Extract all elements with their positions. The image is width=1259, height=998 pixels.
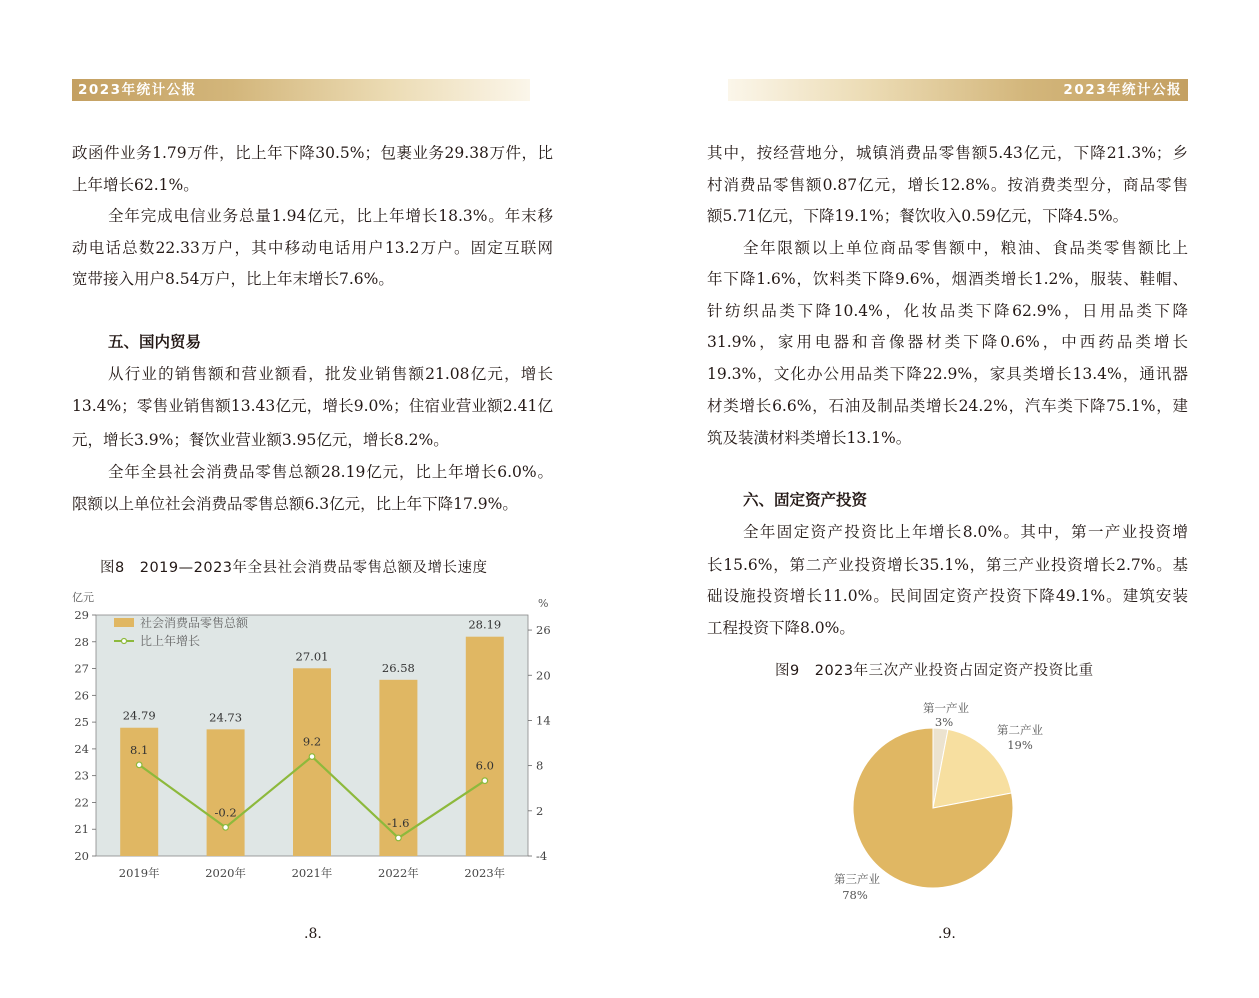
left-axis-tick-label: 28	[74, 634, 89, 649]
paragraph-line: 动电话总数22.33万户，其中移动电话用户13.2万户。固定互联网	[72, 239, 553, 257]
paragraph-line: 其中，按经营地分，城镇消费品零售额5.43亿元，下降21.3%；乡	[707, 144, 1188, 162]
right-axis-tick-label: 2	[536, 803, 544, 818]
figure-8-title: 图8 2019—2023年全县社会消费品零售总额及增长速度	[100, 560, 488, 576]
section-heading: 五、国内贸易	[108, 333, 202, 351]
growth-point	[396, 835, 402, 841]
paragraph-line: 上年增长62.1%。	[72, 176, 199, 194]
paragraph-line: 政函件业务1.79万件，比上年下降30.5%；包裹业务29.38万件，比	[72, 144, 553, 162]
paragraph-line: 从行业的销售额和营业额看，批发业销售额21.08亿元，增长	[108, 365, 553, 383]
legend-line-marker	[122, 639, 127, 644]
bar-value-label: 24.79	[122, 708, 156, 723]
paragraph-line: 全年固定资产投资比上年增长8.0%。其中，第一产业投资增	[743, 523, 1188, 541]
left-axis-tick-label: 21	[74, 822, 89, 837]
right-axis-tick-label: 26	[536, 623, 551, 638]
header-title-left: 2023年统计公报	[78, 82, 197, 98]
pie-label-primary	[923, 701, 969, 729]
bar	[207, 729, 245, 856]
growth-value-label: 6.0	[475, 758, 494, 773]
x-axis-tick-label: 2023年	[464, 866, 506, 880]
left-axis-tick-label: 22	[74, 795, 89, 810]
right-page-text	[707, 0, 1188, 640]
left-axis-tick-label: 27	[74, 661, 89, 676]
paragraph-line: 全年全县社会消费品零售总额28.19亿元，比上年增长6.0%。	[108, 463, 553, 481]
paragraph-line: 材类增长6.6%，石油及制品类增长24.2%，汽车类下降75.1%，建	[707, 397, 1188, 415]
pie-label-tertiary	[834, 872, 880, 902]
paragraph-line: 全年限额以上单位商品零售额中，粮油、食品类零售额比上	[743, 239, 1188, 257]
growth-point	[223, 825, 229, 831]
paragraph-line: 额5.71亿元，下降19.1%；餐饮收入0.59亿元，下降4.5%。	[707, 207, 1129, 225]
growth-point	[136, 762, 142, 768]
x-axis-tick-label: 2022年	[378, 866, 419, 880]
right-axis-tick-label: 14	[536, 713, 551, 728]
right-axis-tick-label: -4	[536, 849, 548, 863]
left-axis-tick-label: 29	[74, 608, 89, 622]
page-number-left: .8.	[304, 926, 322, 942]
page-number-right: .9.	[938, 926, 956, 942]
bar-value-label: 28.19	[468, 617, 502, 632]
paragraph-line: 全年完成电信业务总量1.94亿元，比上年增长18.3%。年末移	[108, 207, 553, 225]
paragraph-line: 针纺织品类下降10.4%，化妆品类下降62.9%，日用品类下降	[707, 302, 1188, 320]
pie-slice-percent: 3%	[934, 715, 954, 729]
left-axis-tick-label: 20	[74, 849, 89, 863]
bar-value-label: 24.73	[209, 710, 243, 725]
pie-slice-percent: 78%	[842, 888, 868, 902]
right-axis-unit: %	[538, 597, 549, 610]
paragraph-line: 19.3%，文化办公用品类下降22.9%，家具类增长13.4%，通讯器	[707, 365, 1188, 383]
left-axis-tick-label: 23	[74, 768, 89, 783]
left-axis-unit: 亿元	[72, 591, 94, 604]
paragraph-line: 长15.6%，第二产业投资增长35.1%，第三产业投资增长2.7%。基	[707, 556, 1188, 574]
left-axis-tick-label: 25	[74, 715, 89, 730]
paragraph-line: 宽带接入用户8.54万户，比上年末增长7.6%。	[72, 270, 394, 288]
growth-point	[309, 754, 315, 760]
left-page-text	[72, 0, 553, 520]
x-axis-tick-label: 2020年	[205, 866, 246, 880]
growth-point	[482, 778, 488, 784]
paragraph-line: 筑及装潢材料类增长13.1%。	[707, 429, 912, 447]
pie-slice-name: 第一产业	[923, 701, 969, 715]
pie-label-secondary	[997, 723, 1043, 752]
section-heading: 六、固定资产投资	[743, 491, 868, 509]
pie-slice-name: 第二产业	[997, 723, 1043, 737]
pie-slice-percent: 19%	[1007, 738, 1033, 752]
bar-value-label: 26.58	[381, 660, 415, 675]
legend-bar-label: 社会消费品零售总额	[140, 616, 249, 630]
growth-value-label: 8.1	[130, 742, 149, 757]
left-axis-tick-label: 24	[74, 741, 89, 756]
paragraph-line: 村消费品零售额0.87亿元，增长12.8%。按消费类型分，商品零售	[707, 176, 1188, 194]
legend-bar-swatch	[114, 618, 134, 627]
growth-value-label: -0.2	[214, 805, 237, 820]
paragraph-line: 限额以上单位社会消费品零售总额6.3亿元，比上年下降17.9%。	[72, 495, 518, 513]
legend-line-label: 比上年增长	[140, 634, 201, 648]
growth-value-label: 9.2	[302, 734, 322, 749]
bar	[466, 637, 504, 856]
paragraph-line: 元，增长3.9%；餐饮业营业额3.95亿元，增长8.2%。	[72, 431, 449, 449]
left-axis-tick-label: 26	[74, 688, 89, 703]
x-axis-tick-label: 2021年	[291, 866, 333, 880]
paragraph-line: 础设施投资增长11.0%。民间固定资产投资下降49.1%。建筑安装	[707, 587, 1188, 605]
paragraph-line: 13.4%；零售业销售额13.43亿元，增长9.0%；住宿业营业额2.41亿	[72, 397, 553, 415]
paragraph-line: 31.9%，家用电器和音像器材类下降0.6%，中西药品类增长	[707, 333, 1188, 351]
paragraph-line: 工程投资下降8.0%。	[707, 619, 855, 637]
bar-value-label: 27.01	[295, 649, 329, 664]
right-axis-tick-label: 20	[536, 668, 551, 683]
bar	[293, 668, 331, 856]
paragraph-line: 年下降1.6%，饮料类下降9.6%，烟酒类增长1.2%，服装、鞋帽、	[707, 270, 1188, 288]
header-title-right: 2023年统计公报	[1063, 82, 1182, 98]
pie-slice-name: 第三产业	[834, 872, 880, 886]
x-axis-tick-label: 2019年	[118, 866, 160, 880]
figure-9-chart	[800, 690, 1100, 920]
figure-9-title: 图9 2023年三次产业投资占固定资产投资比重	[775, 663, 1094, 679]
growth-value-label: -1.6	[387, 815, 410, 830]
right-axis-tick-label: 8	[536, 758, 544, 773]
figure-8-chart	[60, 585, 560, 885]
